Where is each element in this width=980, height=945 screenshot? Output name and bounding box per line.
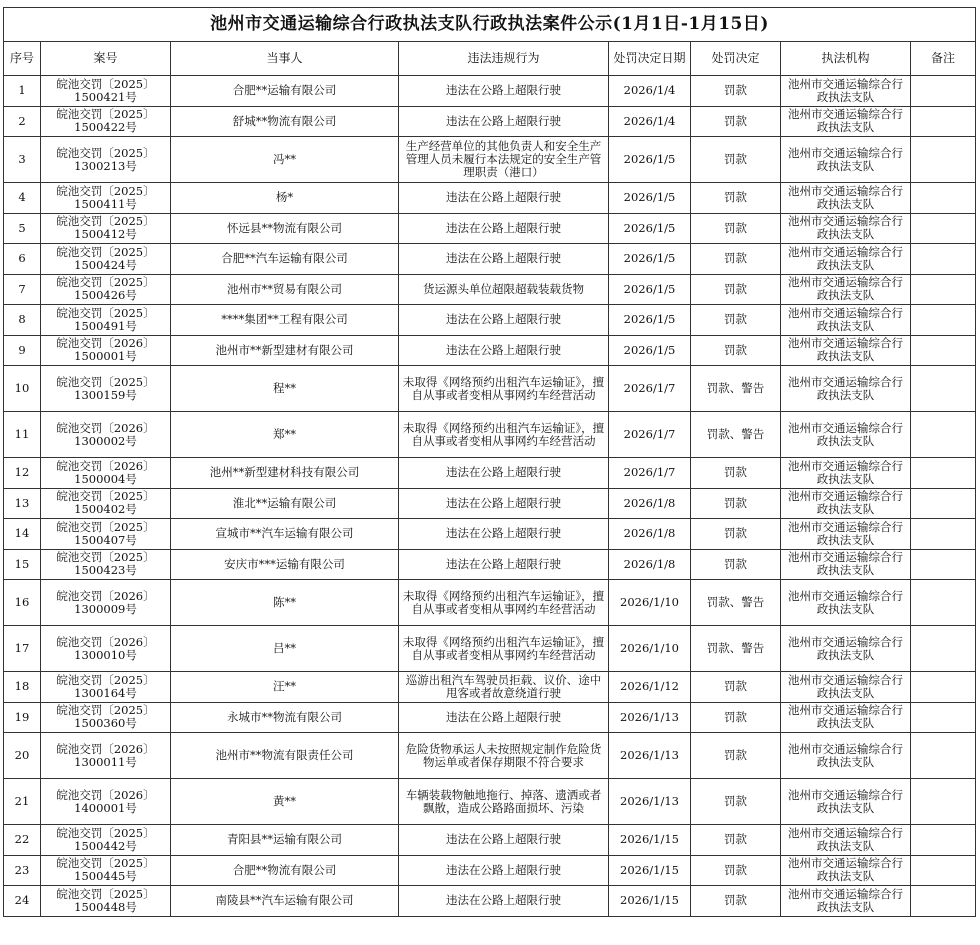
case-prefix: 皖池交罚〔2025〕: [56, 703, 155, 718]
cell-note: [911, 855, 976, 886]
cell-decision: 罚款: [691, 106, 781, 137]
header-cell-note: 备注: [911, 42, 976, 76]
case-number: 1300159号: [74, 387, 137, 402]
cell-party: 池州市**物流有限责任公司: [171, 733, 399, 779]
cell-violation: 货运源头单位超限超载装载货物: [399, 274, 609, 305]
case-number: 1500442号: [74, 838, 137, 853]
case-prefix: 皖池交罚〔2025〕: [56, 374, 155, 389]
cell-no: 19: [4, 702, 41, 733]
table-row: [4, 488, 976, 519]
cell-case-no: [41, 855, 171, 886]
cell-date: 2026/1/5: [609, 137, 691, 183]
case-prefix: 皖池交罚〔2025〕: [56, 76, 155, 91]
cell-case-no: [41, 366, 171, 412]
cell-date: 2026/1/12: [609, 672, 691, 703]
cell-no: 22: [4, 825, 41, 856]
cell-decision: 罚款: [691, 702, 781, 733]
cell-agency: 池州市交通运输综合行政执法支队: [781, 274, 911, 305]
cell-no: 9: [4, 335, 41, 366]
table-row: [4, 519, 976, 550]
cell-party: 冯**: [171, 137, 399, 183]
cell-case-no: [41, 305, 171, 336]
cell-no: 4: [4, 183, 41, 214]
cell-agency: 池州市交通运输综合行政执法支队: [781, 412, 911, 458]
cell-no: 1: [4, 76, 41, 107]
cell-agency: 池州市交通运输综合行政执法支队: [781, 137, 911, 183]
cell-agency: 池州市交通运输综合行政执法支队: [781, 213, 911, 244]
cell-decision: 罚款: [691, 488, 781, 519]
cell-note: [911, 106, 976, 137]
case-number: 1500412号: [74, 227, 137, 242]
cell-note: [911, 488, 976, 519]
cell-note: [911, 733, 976, 779]
cell-note: [911, 137, 976, 183]
cell-party: 陈**: [171, 580, 399, 626]
case-prefix: 皖池交罚〔2026〕: [56, 787, 155, 802]
case-number: 1500421号: [74, 89, 137, 104]
cell-agency: 池州市交通运输综合行政执法支队: [781, 825, 911, 856]
cell-no: 12: [4, 458, 41, 489]
cell-note: [911, 549, 976, 580]
case-number: 1500004号: [74, 471, 137, 486]
cell-violation: 违法在公路上超限行驶: [399, 549, 609, 580]
header-cell-case: 案号: [41, 42, 171, 76]
case-number: 1300011号: [74, 754, 137, 769]
cell-violation: 违法在公路上超限行驶: [399, 244, 609, 275]
case-prefix: 皖池交罚〔2026〕: [56, 420, 155, 435]
cell-no: 21: [4, 779, 41, 825]
cell-party: 南陵县**汽车运输有限公司: [171, 886, 399, 917]
cell-date: 2026/1/10: [609, 626, 691, 672]
cell-decision: 罚款: [691, 855, 781, 886]
cell-party: 怀远县**物流有限公司: [171, 213, 399, 244]
cell-party: 郑**: [171, 412, 399, 458]
header-row: [4, 42, 976, 76]
cell-case-no: [41, 488, 171, 519]
cell-note: [911, 412, 976, 458]
case-prefix: 皖池交罚〔2025〕: [56, 825, 155, 840]
cell-date: 2026/1/7: [609, 458, 691, 489]
cell-date: 2026/1/5: [609, 335, 691, 366]
cell-note: [911, 825, 976, 856]
cell-decision: 罚款、警告: [691, 580, 781, 626]
table-row: [4, 213, 976, 244]
cell-agency: 池州市交通运输综合行政执法支队: [781, 855, 911, 886]
cell-violation: 违法在公路上超限行驶: [399, 305, 609, 336]
cell-party: 合肥**汽车运输有限公司: [171, 244, 399, 275]
cell-violation: 违法在公路上超限行驶: [399, 335, 609, 366]
header-cell-agency: 执法机构: [781, 42, 911, 76]
cell-violation: 违法在公路上超限行驶: [399, 702, 609, 733]
table-row: [4, 886, 976, 917]
cell-no: 24: [4, 886, 41, 917]
cell-agency: 池州市交通运输综合行政执法支队: [781, 886, 911, 917]
cell-violation: 违法在公路上超限行驶: [399, 183, 609, 214]
cell-decision: 罚款: [691, 76, 781, 107]
cell-no: 5: [4, 213, 41, 244]
table-body: [4, 76, 976, 917]
case-prefix: 皖池交罚〔2025〕: [56, 183, 155, 198]
cell-violation: 违法在公路上超限行驶: [399, 886, 609, 917]
cell-case-no: [41, 886, 171, 917]
cell-agency: 池州市交通运输综合行政执法支队: [781, 626, 911, 672]
case-number: 1500423号: [74, 563, 137, 578]
cell-violation: 违法在公路上超限行驶: [399, 458, 609, 489]
cell-violation: 生产经营单位的其他负责人和安全生产管理人员未履行本法规定的安全生产管理职责（港口）: [399, 137, 609, 183]
cell-note: [911, 366, 976, 412]
table-row: [4, 626, 976, 672]
case-prefix: 皖池交罚〔2025〕: [56, 244, 155, 259]
case-number: 1500360号: [74, 716, 137, 731]
cell-case-no: [41, 580, 171, 626]
cell-party: 黄**: [171, 779, 399, 825]
cell-no: 6: [4, 244, 41, 275]
cell-agency: 池州市交通运输综合行政执法支队: [781, 488, 911, 519]
cell-decision: 罚款: [691, 213, 781, 244]
cell-violation: 违法在公路上超限行驶: [399, 825, 609, 856]
table-row: [4, 244, 976, 275]
case-number: 1300213号: [74, 158, 137, 173]
cell-violation: 车辆装载物触地拖行、掉落、遗洒或者飘散，造成公路路面损坏、污染: [399, 779, 609, 825]
cell-case-no: [41, 274, 171, 305]
cell-violation: 危险货物承运人未按照规定制作危险货物运单或者保存期限不符合要求: [399, 733, 609, 779]
cell-agency: 池州市交通运输综合行政执法支队: [781, 305, 911, 336]
cell-note: [911, 183, 976, 214]
case-prefix: 皖池交罚〔2026〕: [56, 336, 155, 351]
cell-case-no: [41, 76, 171, 107]
cell-violation: 未取得《网络预约出租汽车运输证》，擅自从事或者变相从事网约车经营活动: [399, 366, 609, 412]
cell-decision: 罚款: [691, 137, 781, 183]
case-number: 1500411号: [74, 196, 137, 211]
cell-note: [911, 886, 976, 917]
case-prefix: 皖池交罚〔2026〕: [56, 741, 155, 756]
cell-party: 杨*: [171, 183, 399, 214]
cell-date: 2026/1/7: [609, 412, 691, 458]
cell-decision: 罚款: [691, 244, 781, 275]
table-row: [4, 305, 976, 336]
cell-no: 14: [4, 519, 41, 550]
cell-violation: 未取得《网络预约出租汽车运输证》，擅自从事或者变相从事网约车经营活动: [399, 580, 609, 626]
cell-party: 程**: [171, 366, 399, 412]
table-row: [4, 458, 976, 489]
header-cell-party: 当事人: [171, 42, 399, 76]
cell-violation: 巡游出租汽车驾驶员拒载、议价、途中甩客或者故意绕道行驶: [399, 672, 609, 703]
cell-no: 13: [4, 488, 41, 519]
cell-violation: 未取得《网络预约出租汽车运输证》，擅自从事或者变相从事网约车经营活动: [399, 626, 609, 672]
cell-no: 15: [4, 549, 41, 580]
cell-date: 2026/1/5: [609, 305, 691, 336]
cell-party: 池州**新型建材科技有限公司: [171, 458, 399, 489]
cell-decision: 罚款: [691, 886, 781, 917]
cell-no: 11: [4, 412, 41, 458]
cell-note: [911, 626, 976, 672]
cell-decision: 罚款: [691, 335, 781, 366]
case-table: [3, 7, 976, 917]
cell-agency: 池州市交通运输综合行政执法支队: [781, 733, 911, 779]
table-row: [4, 366, 976, 412]
cell-decision: 罚款: [691, 183, 781, 214]
cell-no: 23: [4, 855, 41, 886]
cell-party: 池州市**新型建材有限公司: [171, 335, 399, 366]
cell-agency: 池州市交通运输综合行政执法支队: [781, 702, 911, 733]
cell-case-no: [41, 412, 171, 458]
cell-decision: 罚款: [691, 519, 781, 550]
cell-case-no: [41, 549, 171, 580]
case-number: 1500407号: [74, 532, 137, 547]
cell-party: 合肥**物流有限公司: [171, 855, 399, 886]
case-prefix: 皖池交罚〔2025〕: [56, 107, 155, 122]
cell-date: 2026/1/8: [609, 549, 691, 580]
cell-decision: 罚款、警告: [691, 366, 781, 412]
cell-note: [911, 305, 976, 336]
table-row: [4, 183, 976, 214]
cell-agency: 池州市交通运输综合行政执法支队: [781, 366, 911, 412]
case-number: 1500001号: [74, 349, 137, 364]
cell-agency: 池州市交通运输综合行政执法支队: [781, 549, 911, 580]
cell-date: 2026/1/7: [609, 366, 691, 412]
cell-case-no: [41, 244, 171, 275]
cell-date: 2026/1/10: [609, 580, 691, 626]
cell-agency: 池州市交通运输综合行政执法支队: [781, 335, 911, 366]
table-row: [4, 733, 976, 779]
cell-case-no: [41, 626, 171, 672]
case-prefix: 皖池交罚〔2025〕: [56, 856, 155, 871]
table-row: [4, 702, 976, 733]
cell-violation: 违法在公路上超限行驶: [399, 76, 609, 107]
case-prefix: 皖池交罚〔2025〕: [56, 489, 155, 504]
cell-note: [911, 672, 976, 703]
cell-no: 16: [4, 580, 41, 626]
cell-violation: 违法在公路上超限行驶: [399, 106, 609, 137]
cell-decision: 罚款、警告: [691, 626, 781, 672]
cell-decision: 罚款: [691, 274, 781, 305]
cell-case-no: [41, 137, 171, 183]
cell-date: 2026/1/5: [609, 244, 691, 275]
cell-date: 2026/1/15: [609, 886, 691, 917]
table-row: [4, 412, 976, 458]
cell-party: 青阳县**运输有限公司: [171, 825, 399, 856]
cell-party: 舒城**物流有限公司: [171, 106, 399, 137]
cell-case-no: [41, 183, 171, 214]
table-row: [4, 825, 976, 856]
cell-date: 2026/1/8: [609, 519, 691, 550]
cell-date: 2026/1/13: [609, 733, 691, 779]
cell-no: 17: [4, 626, 41, 672]
cell-violation: 未取得《网络预约出租汽车运输证》，擅自从事或者变相从事网约车经营活动: [399, 412, 609, 458]
cell-decision: 罚款: [691, 825, 781, 856]
table-row: [4, 855, 976, 886]
cell-no: 8: [4, 305, 41, 336]
cell-date: 2026/1/4: [609, 106, 691, 137]
cell-date: 2026/1/8: [609, 488, 691, 519]
case-number: 1300002号: [74, 433, 137, 448]
cell-note: [911, 244, 976, 275]
cell-agency: 池州市交通运输综合行政执法支队: [781, 458, 911, 489]
cell-violation: 违法在公路上超限行驶: [399, 488, 609, 519]
cell-note: [911, 335, 976, 366]
cell-party: 淮北**运输有限公司: [171, 488, 399, 519]
cell-note: [911, 519, 976, 550]
cell-note: [911, 580, 976, 626]
case-number: 1300010号: [74, 647, 137, 662]
cell-agency: 池州市交通运输综合行政执法支队: [781, 519, 911, 550]
case-prefix: 皖池交罚〔2025〕: [56, 214, 155, 229]
cell-note: [911, 458, 976, 489]
cell-case-no: [41, 733, 171, 779]
cell-party: 安庆市***运输有限公司: [171, 549, 399, 580]
cell-violation: 违法在公路上超限行驶: [399, 855, 609, 886]
cell-date: 2026/1/5: [609, 183, 691, 214]
case-prefix: 皖池交罚〔2025〕: [56, 145, 155, 160]
table-row: [4, 580, 976, 626]
cell-case-no: [41, 213, 171, 244]
cell-date: 2026/1/15: [609, 825, 691, 856]
cell-no: 7: [4, 274, 41, 305]
cell-case-no: [41, 702, 171, 733]
cell-decision: 罚款: [691, 733, 781, 779]
table-title: 池州市交通运输综合行政执法支队行政执法案件公示(1月1日-1月15日): [4, 8, 976, 42]
case-number: 1300009号: [74, 601, 137, 616]
cell-agency: 池州市交通运输综合行政执法支队: [781, 580, 911, 626]
cell-decision: 罚款、警告: [691, 412, 781, 458]
cell-agency: 池州市交通运输综合行政执法支队: [781, 183, 911, 214]
case-number: 1500402号: [74, 502, 137, 517]
cell-case-no: [41, 106, 171, 137]
case-prefix: 皖池交罚〔2025〕: [56, 519, 155, 534]
table-row: [4, 779, 976, 825]
cell-agency: 池州市交通运输综合行政执法支队: [781, 779, 911, 825]
cell-agency: 池州市交通运输综合行政执法支队: [781, 76, 911, 107]
cell-note: [911, 213, 976, 244]
case-prefix: 皖池交罚〔2025〕: [56, 550, 155, 565]
case-number: 1500448号: [74, 899, 137, 914]
cell-party: 池州市**贸易有限公司: [171, 274, 399, 305]
cell-party: 汪**: [171, 672, 399, 703]
document-page: [3, 7, 975, 917]
cell-case-no: [41, 519, 171, 550]
case-number: 1500445号: [74, 869, 137, 884]
header-cell-decision: 处罚决定: [691, 42, 781, 76]
cell-date: 2026/1/4: [609, 76, 691, 107]
case-number: 1500424号: [74, 257, 137, 272]
table-row: [4, 335, 976, 366]
cell-no: 18: [4, 672, 41, 703]
cell-date: 2026/1/5: [609, 213, 691, 244]
case-prefix: 皖池交罚〔2026〕: [56, 634, 155, 649]
case-prefix: 皖池交罚〔2025〕: [56, 672, 155, 687]
table-row: [4, 106, 976, 137]
header-cell-no: 序号: [4, 42, 41, 76]
cell-note: [911, 76, 976, 107]
case-prefix: 皖池交罚〔2026〕: [56, 458, 155, 473]
table-row: [4, 137, 976, 183]
header-cell-violation: 违法违规行为: [399, 42, 609, 76]
cell-decision: 罚款: [691, 779, 781, 825]
cell-note: [911, 274, 976, 305]
cell-party: 永城市**物流有限公司: [171, 702, 399, 733]
cell-case-no: [41, 779, 171, 825]
case-number: 1500426号: [74, 288, 137, 303]
header-cell-date: 处罚决定日期: [609, 42, 691, 76]
cell-case-no: [41, 672, 171, 703]
case-number: 1500422号: [74, 120, 137, 135]
cell-no: 3: [4, 137, 41, 183]
cell-decision: 罚款: [691, 672, 781, 703]
cell-decision: 罚款: [691, 305, 781, 336]
table-row: [4, 76, 976, 107]
cell-agency: 池州市交通运输综合行政执法支队: [781, 244, 911, 275]
table-row: [4, 549, 976, 580]
case-number: 1400001号: [74, 800, 137, 815]
table-row: [4, 672, 976, 703]
table-row: [4, 274, 976, 305]
case-prefix: 皖池交罚〔2026〕: [56, 588, 155, 603]
cell-agency: 池州市交通运输综合行政执法支队: [781, 106, 911, 137]
case-prefix: 皖池交罚〔2025〕: [56, 275, 155, 290]
cell-party: 宣城市**汽车运输有限公司: [171, 519, 399, 550]
cell-party: 合肥**运输有限公司: [171, 76, 399, 107]
case-number: 1300164号: [74, 685, 137, 700]
case-prefix: 皖池交罚〔2025〕: [56, 305, 155, 320]
cell-party: 吕**: [171, 626, 399, 672]
cell-no: 20: [4, 733, 41, 779]
cell-case-no: [41, 458, 171, 489]
cell-decision: 罚款: [691, 549, 781, 580]
cell-note: [911, 779, 976, 825]
cell-date: 2026/1/13: [609, 779, 691, 825]
cell-case-no: [41, 335, 171, 366]
cell-date: 2026/1/5: [609, 274, 691, 305]
cell-decision: 罚款: [691, 458, 781, 489]
cell-case-no: [41, 825, 171, 856]
cell-date: 2026/1/15: [609, 855, 691, 886]
case-number: 1500491号: [74, 318, 137, 333]
cell-note: [911, 702, 976, 733]
cell-violation: 违法在公路上超限行驶: [399, 213, 609, 244]
cell-no: 10: [4, 366, 41, 412]
cell-date: 2026/1/13: [609, 702, 691, 733]
case-prefix: 皖池交罚〔2025〕: [56, 886, 155, 901]
cell-no: 2: [4, 106, 41, 137]
cell-party: ****集团**工程有限公司: [171, 305, 399, 336]
cell-violation: 违法在公路上超限行驶: [399, 519, 609, 550]
cell-agency: 池州市交通运输综合行政执法支队: [781, 672, 911, 703]
